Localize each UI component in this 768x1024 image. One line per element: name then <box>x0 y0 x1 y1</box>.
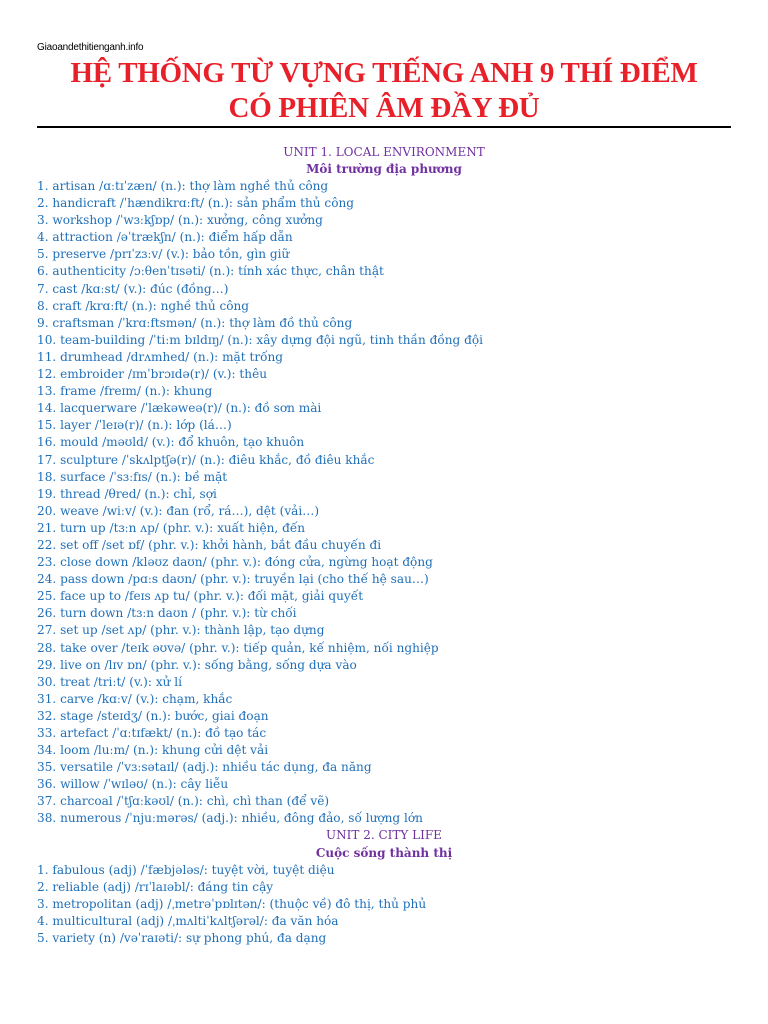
vocab-item: 1. fabulous (adj) /ˈfæbjələs/: tuyệt vời, tuyệt diệu <box>37 863 335 877</box>
vocab-item: 7. cast /kɑːst/ (v.): đúc (đồng…) <box>37 281 229 296</box>
vocab-item: 22. set off /set ɒf/ (phr. v.): khởi hành, bắt đầu chuyến đi <box>37 537 382 552</box>
vocab-item: 37. charcoal /ˈtʃɑːkəʊl/ (n.): chì, chì than (để vẽ) <box>37 794 330 809</box>
vocab-item: 30. treat /triːt/ (v.): xử lí <box>37 674 183 689</box>
vocab-item: 25. face up to /feɪs ʌp tu/ (phr. v.): đối mặt, giải quyết <box>37 589 364 604</box>
vocab-item: 28. take over /teɪk əʊvə/ (phr. v.): tiếp quản, kế nhiệm, nối nghiệp <box>37 640 439 655</box>
vocab-item: 19. thread /θred/ (n.): chỉ, sợi <box>37 486 217 501</box>
vocab-item: 8. craft /krɑːft/ (n.): nghề thủ công <box>37 298 250 313</box>
vocab-item: 10. team-building /ˈtiːm bɪldɪŋ/ (n.): xây dựng đội ngũ, tinh thần đồng đội <box>37 332 484 347</box>
vocab-item: 29. live on /lɪv ɒn/ (phr. v.): sống bằng, sống dựa vào <box>37 657 357 672</box>
unit-2-vocabulary-list <box>37 862 426 947</box>
vocab-item: 15. layer /ˈleɪə(r)/ (n.): lớp (lá…) <box>37 418 232 433</box>
vocab-item: 21. turn up /tɜːn ʌp/ (phr. v.): xuất hiện, đến <box>37 520 306 535</box>
vocab-item: 6. authenticity /ɔːθenˈtɪsəti/ (n.): tính xác thực, chân thật <box>37 264 384 279</box>
vocab-item: 33. artefact /ˈɑːtɪfækt/ (n.): đồ tạo tác <box>37 726 267 740</box>
vocab-item: 38. numerous /ˈnjuːmərəs/ (adj.): nhiều, đông đảo, số lượng lớn <box>37 811 423 826</box>
vocab-item: 9. craftsman /ˈkrɑːftsmən/ (n.): thợ làm đồ thủ công <box>37 315 353 330</box>
vocab-item: 14. lacquerware /ˈlækəweə(r)/ (n.): đồ sơn mài <box>37 401 322 416</box>
title-divider <box>37 126 731 128</box>
vocab-item: 4. multicultural (adj) /ˌmʌltiˈkʌltʃərəl/: đa văn hóa <box>37 914 339 929</box>
vocab-item: 2. handicraft /ˈhændikrɑːft/ (n.): sản phẩm thủ công <box>37 196 355 211</box>
vocab-item: 31. carve /kɑːv/ (v.): chạm, khắc <box>37 691 233 706</box>
vocab-item: 12. embroider /ɪmˈbrɔɪdə(r)/ (v.): thêu <box>37 367 268 382</box>
vocab-item: 32. stage /steɪdʒ/ (n.): bước, giai đoạn <box>37 708 269 723</box>
vocab-item: 16. mould /məʊld/ (v.): đổ khuôn, tạo khuôn <box>37 435 305 450</box>
site-name: Giaoandethitienganh.info <box>37 42 144 53</box>
vocab-item: 20. weave /wiːv/ (v.): đan (rổ, rá…), dệt (vải…) <box>37 503 320 518</box>
vocab-item: 5. preserve /prɪˈzɜːv/ (v.): bảo tồn, gìn giữ <box>37 247 290 262</box>
vocab-item: 36. willow /ˈwɪləʊ/ (n.): cây liễu <box>37 777 229 792</box>
vocab-item: 3. metropolitan (adj) /ˌmetrəˈpɒlɪtən/: (thuộc về) đô thị, thủ phủ <box>37 897 427 912</box>
document-title-line-1: HỆ THỐNG TỪ VỰNG TIẾNG ANH 9 THÍ ĐIỂM <box>70 57 698 89</box>
unit-2-subheading: Cuộc sống thành thị <box>315 846 453 860</box>
vocab-item: 27. set up /set ʌp/ (phr. v.): thành lập, tạo dựng <box>37 623 325 638</box>
vocab-item: 35. versatile /ˈvɜːsətaɪl/ (adj.): nhiều tác dụng, đa năng <box>37 760 372 775</box>
vocab-item: 2. reliable (adj) /rɪˈlaɪəbl/: đáng tin cậy <box>37 880 274 895</box>
document-title-line-2: CÓ PHIÊN ÂM ĐẦY ĐỦ <box>228 92 540 124</box>
vocab-item: 4. attraction /əˈtrækʃn/ (n.): điểm hấp dẫn <box>37 230 293 245</box>
vocab-item: 23. close down /kləʊz daʊn/ (phr. v.): đóng cửa, ngừng hoạt động <box>37 555 433 570</box>
vocab-item: 1. artisan /ɑːtɪˈzæn/ (n.): thợ làm nghề thủ công <box>37 179 329 193</box>
vocab-item: 24. pass down /pɑːs daʊn/ (phr. v.): truyền lại (cho thế hệ sau…) <box>37 572 429 587</box>
vocab-item: 5. variety (n) /vəˈraɪəti/: sự phong phú, đa dạng <box>37 931 327 946</box>
vocab-item: 13. frame /freɪm/ (n.): khung <box>37 384 213 399</box>
vocab-item: 34. loom /luːm/ (n.): khung cửi dệt vải <box>37 743 269 758</box>
vocab-item: 3. workshop /ˈwɜːkʃɒp/ (n.): xưởng, công xưởng <box>37 213 323 228</box>
unit-1-vocabulary-list <box>37 178 483 828</box>
vocab-item: 26. turn down /tɜːn daʊn / (phr. v.): từ chối <box>37 606 297 621</box>
unit-2-heading: UNIT 2. CITY LIFE <box>326 828 442 842</box>
unit-1-heading: UNIT 1. LOCAL ENVIRONMENT <box>283 145 485 159</box>
vocab-item: 17. sculpture /ˈskʌlptʃə(r)/ (n.): điêu khắc, đồ điêu khắc <box>37 452 375 467</box>
unit-1-subheading: Môi trường địa phương <box>306 162 462 176</box>
vocab-item: 18. surface /ˈsɜːfɪs/ (n.): bề mặt <box>37 469 228 484</box>
vocab-item: 11. drumhead /drʌmhed/ (n.): mặt trống <box>37 349 284 364</box>
